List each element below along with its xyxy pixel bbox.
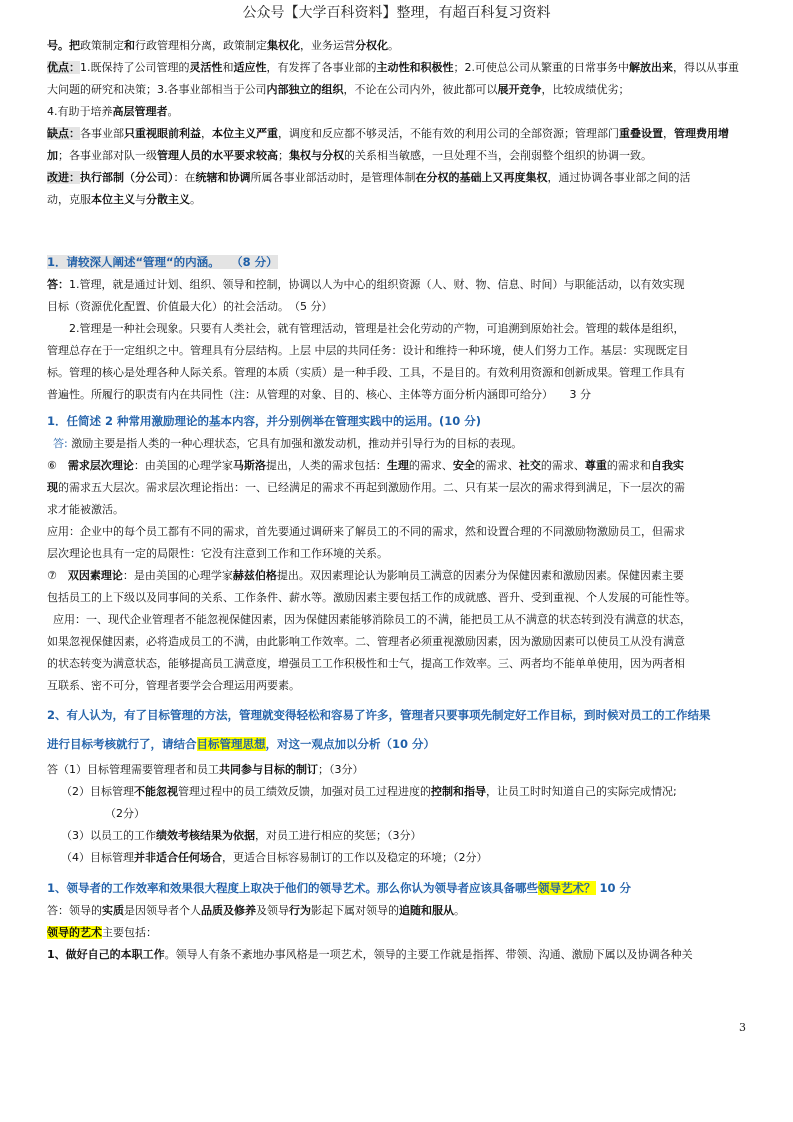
question-leadership-title: 1、领导者的工作效率和效果很大程度上取决于他们的领导艺术。那么你认为领导者应该具备哪些领导艺术？ 10 分 xyxy=(47,881,632,895)
document-body xyxy=(47,35,747,966)
paragraph-improvement: 改进：执行部制（分公司）：在统辖和协调所属各事业部活动时，是管理体制在分权的基础上又再度集权，通过协调各事业部之间的活 动，克服本位主义与分散主义。 xyxy=(47,171,691,206)
question-management-title: 1．请较深人阐述“管理“的内涵。 （8 分） xyxy=(47,255,278,269)
answer-leadership-essence: 答：领导的实质是因领导者个人品质及修养及领导行为影起下属对领导的追随和服从。 xyxy=(47,904,465,917)
answer-motivation-intro: 答: 激励主要是指人类的一种心理状态，它具有加强和激发动机，推动并引导行为的目标的表现。 xyxy=(53,437,523,450)
maslow-application: 应用：企业中的每个员工都有不同的需求，首先要通过调研来了解员工的不同的需求，然和设置合理的不同激励物激励员工，但需求 层次理论也具有一定的局限性：它没有注意到工作和工作环境的关系。 xyxy=(47,525,685,560)
answer-leadership-art: 领导的艺术主要包括： xyxy=(47,926,157,939)
page-number: 3 xyxy=(739,1021,746,1034)
paragraph-advantages: 优点：1.既保持了公司管理的灵活性和适应性，有发挥了各事业部的主动性和积极性；2.可使总公司从繁重的日常事务中解放出来，得以从事重大问题的研究和决策；3.各事业部相当于公司内部独立的组织，不论在公司内外，彼此都可以展开竞争，比较成绩优劣； 4.有助于培养高层管理者。 xyxy=(47,61,739,118)
answer-mbo-2: （2）目标管理不能忽视管理过程中的员工绩效反馈，加强对员工过程进度的控制和指导，让员工时时知道自己的实际完成情况; xyxy=(61,785,677,798)
page-header: 公众号【大学百科资料】整理，有超百科复习资料 xyxy=(242,5,551,21)
answer-mbo-3: （3）以员工的工作绩效考核结果为依据，对员工进行相应的奖惩；（3分） xyxy=(61,829,422,842)
paragraph-disadvantages: 缺点：各事业部只重视眼前利益，本位主义严重，调度和反应都不够灵活，不能有效的利用公司的全部资源；管理部门重叠设置，管理费用增加；各事业部对队一级管理人员的水平要求较高；集权与分权的关系相当敏感，一旦处理不当，会削弱整个组织的协调一致。 xyxy=(47,127,729,162)
answer-leadership-item-1: 1、做好自己的本职工作。领导人有条不紊地办事风格是一项艺术，领导的主要工作就是指挥、带领、沟通、激励下属以及协调各种关 xyxy=(47,948,693,961)
herzberg-application-cont: 如果忽视保健因素，必将造成员工的不满，由此影响工作效率。二、管理者必须重视激励因素，因为激励因素可以使员工从没有满意 的状态转变为满意状态，能够提高员工满意度，增强员工工作积极性和士气，提高工作效率。三、两者均不能单单使用，因为两者相 互联系、密不可分，管理者要学会合理运用两要素。 xyxy=(47,635,685,692)
answer-mbo-2-score: （2分） xyxy=(105,807,145,820)
question-motivation-title: 1．任简述 2 种常用激励理论的基本内容，并分别例举在管理实践中的运用。(10 分) xyxy=(47,414,482,428)
answer-mbo-1: 答（1）目标管理需要管理者和员工共同参与目标的制订；（3分） xyxy=(47,763,364,776)
paragraph-policy: 号。把政策制定和行政管理相分离，政策制定集权化，业务运营分权化。 xyxy=(47,39,399,52)
herzberg-application: 应用：一、现代企业管理者不能忽视保健因素，因为保健因素能够消除员工的不满，能把员工从不满意的状态转到没有满意的状态， xyxy=(53,613,691,626)
answer-mbo-4: （4）目标管理并非适合任何场合，更适合目标容易制订的工作以及稳定的环境；（2分） xyxy=(61,851,488,864)
answer-management-2: 2.管理是一种社会现象。只要有人类社会，就有管理活动，管理是社会化劳动的产物，可追溯到原始社会。管理的载体是组织， xyxy=(69,322,685,335)
answer-management-2-cont: 管理总存在于一定组织之中。管理具有分层结构。上层 中层的共同任务：设计和维持一种环境，使人们努力工作。基层：实现既定目 标。管理的核心是处理各种人际关系。管理的本质（实质）是一种手段、工具，不是目的。有效利用资源和创新成果。管理工作具有 普遍性。所履行的职责有内在共同性（注：从管理的对象、目的、核心、主体等方面分析内涵即可给分） 3 分 xyxy=(47,344,689,401)
herzberg-theory: ⑦ 双因素理论：是由美国的心理学家赫兹伯格提出。双因素理论认为影响员工满意的因素分为保健因素和激励因素。保健因素主要 包括员工的上下级以及同事间的关系、工作条件、薪水等。激励因素主要包括工作的成就感、晋升、受到重视、个人发展的可能性等。 xyxy=(47,569,696,604)
maslow-theory: ⑥ 需求层次理论：由美国的心理学家马斯洛提出，人类的需求包括：生理的需求、安全的需求、社交的需求、尊重的需求和自我实 现的需求五大层次。需求层次理论指出：一、已经满足的需求不再起到激励作用。二、只有某一层次的需求得到满足，下一层次的需 求才能被激活。 xyxy=(47,459,685,516)
answer-management-1: 答：1.管理，就是通过计划、组织、领导和控制，协调以人为中心的组织资源（人、财、物、信息、时间）与职能活动，以有效实现 目标（资源优化配置、价值最大化）的社会活动。 （5 分） xyxy=(47,278,685,313)
question-mbo-title: 2、有人认为，有了目标管理的方法，管理就变得轻松和容易了许多，管理者只要事项先制定好工作目标，到时候对员工的工作结果 进行目标考核就行了，请结合目标管理思想，对这一观点加以分析（10 分） xyxy=(47,708,711,751)
